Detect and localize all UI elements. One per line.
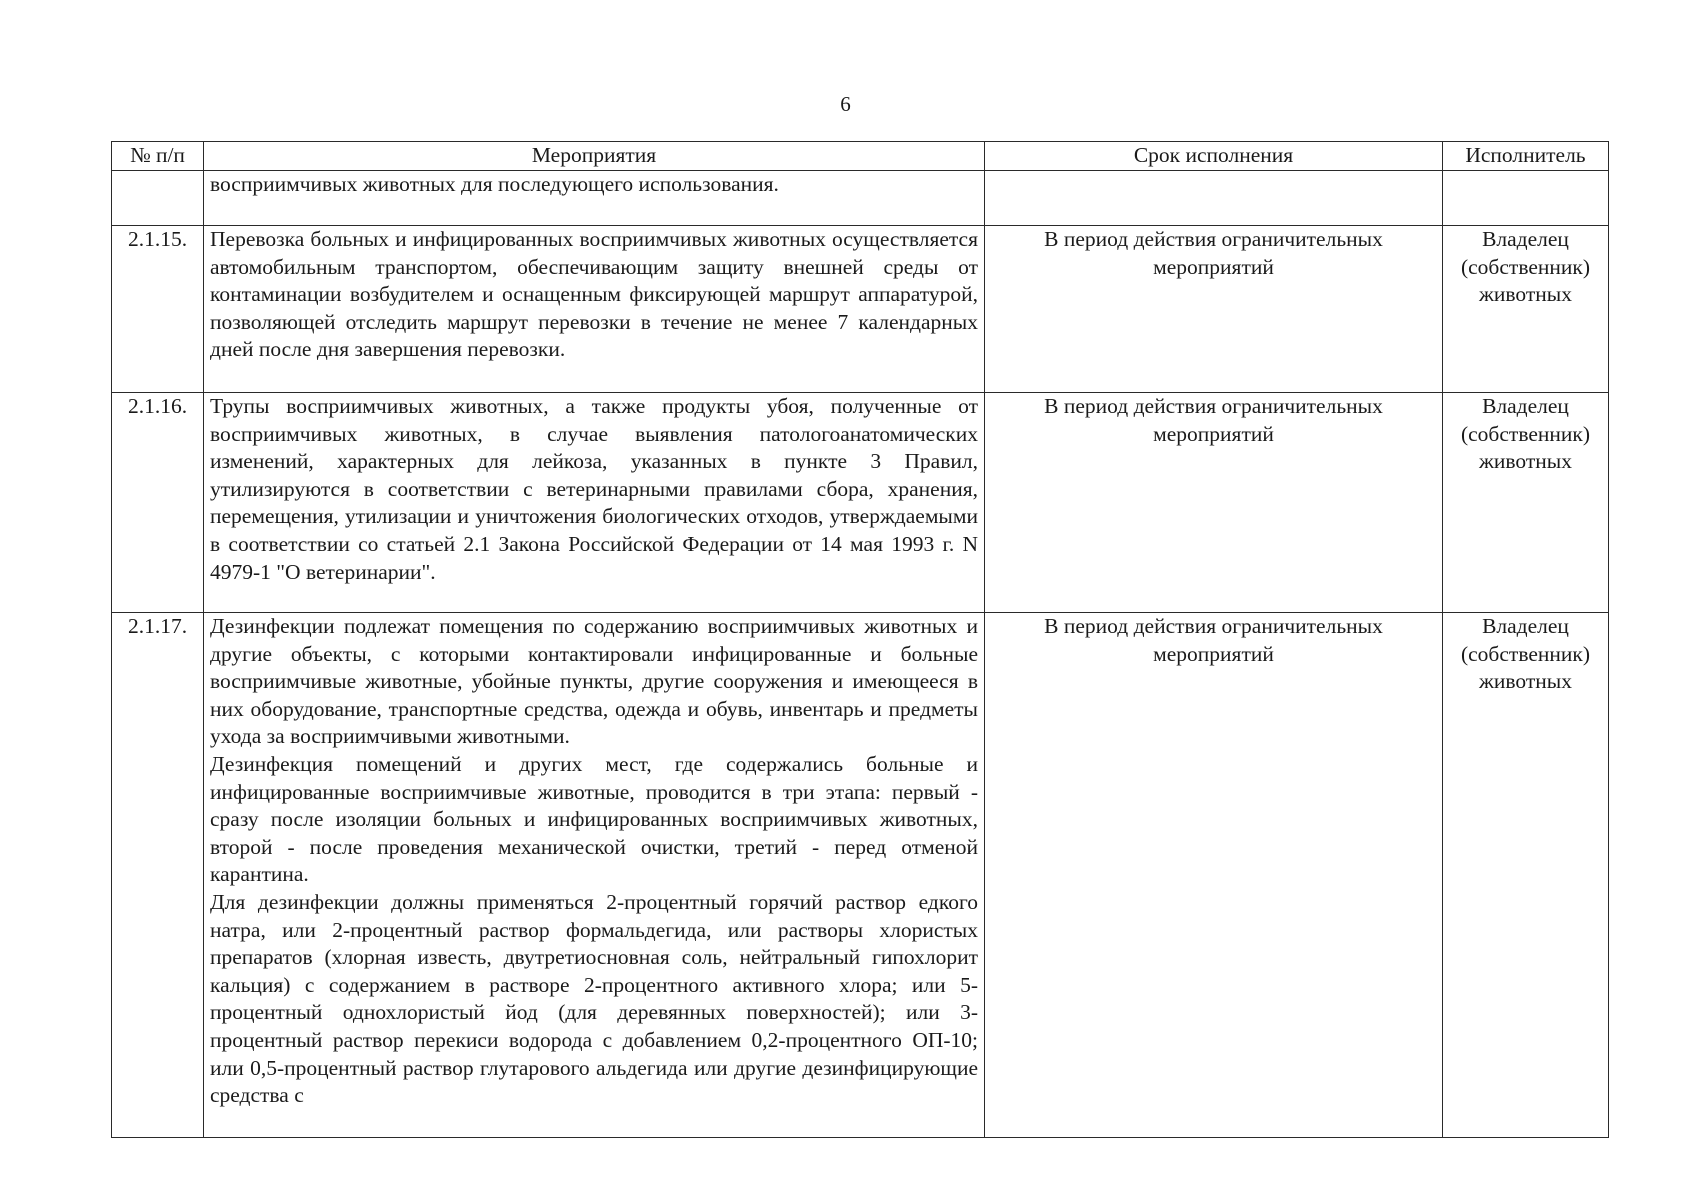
row-executor: Владелец (собственник) животных <box>1443 226 1609 393</box>
row-executor: Владелец (собственник) животных <box>1443 393 1609 613</box>
table-header <box>112 142 1609 171</box>
row-term: В период действия ограничительных мероприятий <box>985 393 1443 613</box>
row-activity <box>204 613 985 1138</box>
table-row-continuation <box>112 171 1609 226</box>
row-term: В период действия ограничительных мероприятий <box>985 613 1443 1138</box>
row-executor: Владелец (собственник) животных <box>1443 613 1609 1138</box>
row-term <box>985 171 1443 226</box>
activity-paragraph: Для дезинфекции должны применяться 2-процентный горячий раствор едкого натра, или 2-процентный раствор формальдегида, или растворы хлористых препаратов (хлорная известь, двутретиосновная соль, нейтральный гипохлорит кальция) с содержанием в растворе 2-процентного активного хлора; или 5-процентный однохлористый йод (для деревянных поверхностей); или 3-процентный раствор перекиси водорода с добавлением 0,2-процентного ОП-10; или 0,5-процентный раствор глутарового альдегида или другие дезинфицирующие средства с <box>210 889 978 1108</box>
row-activity: восприимчивых животных для последующего использования. <box>204 171 985 226</box>
measures-table <box>111 141 1609 1138</box>
row-number: 2.1.15. <box>112 226 204 393</box>
header-term: Срок исполнения <box>985 142 1443 171</box>
page-number: 6 <box>840 92 851 116</box>
header-row <box>112 142 1609 171</box>
table-row <box>112 393 1609 613</box>
table-body <box>112 171 1609 1138</box>
header-number: № п/п <box>112 142 204 171</box>
row-executor <box>1443 171 1609 226</box>
activity-paragraph: Перевозка больных и инфицированных восприимчивых животных осуществляется автомобильным транспортом, обеспечивающим защиту внешней среды от контаминации возбудителем и оснащенным фиксирующей маршрут аппаратурой, позволяющей отследить маршрут перевозки в течение не менее 7 календарных дней после дня завершения перевозки. <box>210 227 978 362</box>
row-number: 2.1.17. <box>112 613 204 1138</box>
activity-paragraph: Трупы восприимчивых животных, а также продукты убоя, полученные от восприимчивых животных, в случае выявления патологоанатомических изменений, характерных для лейкоза, указанных в пункте 3 Правил, утилизируются в соответствии с ветеринарными правилами сбора, хранения, перемещения, утилизации и уничтожения биологических отходов, утверждаемыми в соответствии со статьей 2.1 Закона Российской Федерации от 14 мая 1993 г. N 4979-1 "О ветеринарии". <box>210 394 978 584</box>
row-activity <box>204 226 985 393</box>
table-row <box>112 226 1609 393</box>
table-row <box>112 613 1609 1138</box>
row-number <box>112 171 204 226</box>
activity-paragraph: Дезинфекции подлежат помещения по содержанию восприимчивых животных и другие объекты, с которыми контактировали инфицированные и больные восприимчивые животные, убойные пункты, другие сооружения и имеющееся в них оборудование, транспортные средства, одежда и обувь, инвентарь и предметы ухода за восприимчивыми животными. <box>210 614 978 749</box>
header-executor: Исполнитель <box>1443 142 1609 171</box>
header-activity: Мероприятия <box>204 142 985 171</box>
row-term: В период действия ограничительных мероприятий <box>985 226 1443 393</box>
row-number: 2.1.16. <box>112 393 204 613</box>
row-activity <box>204 393 985 613</box>
activity-paragraph: Дезинфекция помещений и других мест, где содержались больные и инфицированные восприимчивые животные, проводится в три этапа: первый - сразу после изоляции больных и инфицированных восприимчивых животных, второй - после проведения механической очистки, третий - перед отменой карантина. <box>210 751 978 887</box>
